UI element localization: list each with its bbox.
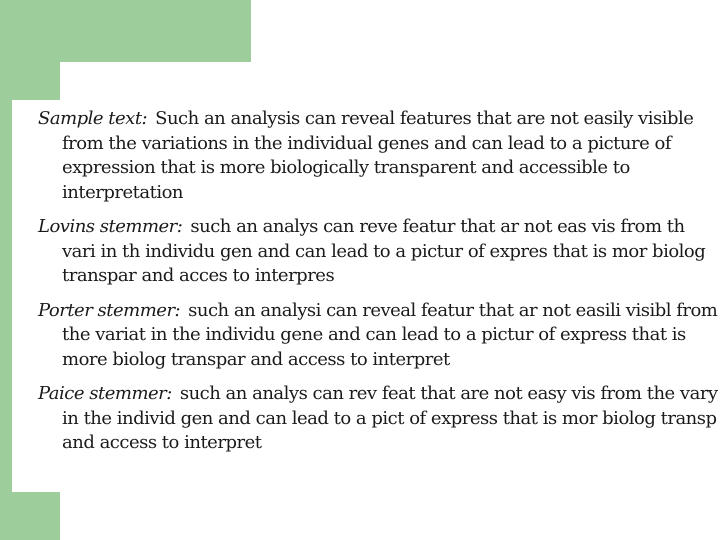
stemmer-comparison: [38, 107, 718, 466]
lovins-stemmer-block: [38, 215, 718, 289]
porter-stemmer-body: such an analysi can reveal featur that ar not easili visibl from the variat in the individu gene and can lead to a pictur of express that is more biolog transpar and access to interpret: [62, 299, 718, 370]
lovins-stemmer-label: Lovins stemmer:: [38, 216, 183, 237]
rounded-corner-decoration: [60, 62, 100, 102]
sample-text-label: Sample text:: [38, 108, 148, 129]
sample-text-block: [38, 107, 718, 205]
paice-stemmer-label: Paice stemmer:: [38, 383, 172, 404]
paice-stemmer-body: such an analys can rev feat that are not easy vis from the vary in the individ gen and can lead to a pict of express that is mor biolog transp and access to interpret: [62, 383, 718, 453]
porter-stemmer-block: [38, 299, 718, 373]
sample-text-body: Such an analysis can reveal features that are not easily visible from the variations in the individual genes and can lead to a picture of expression that is more biologically transparent and accessible to interpretation: [62, 108, 694, 203]
porter-stemmer-label: Porter stemmer:: [38, 299, 181, 321]
lovins-stemmer-body: such an analys can reve featur that ar not eas vis from th vari in th individu gen and can lead to a pictur of expres that is mor biolog transpar and acces to interpres: [62, 216, 706, 286]
paice-stemmer-block: [38, 382, 718, 456]
